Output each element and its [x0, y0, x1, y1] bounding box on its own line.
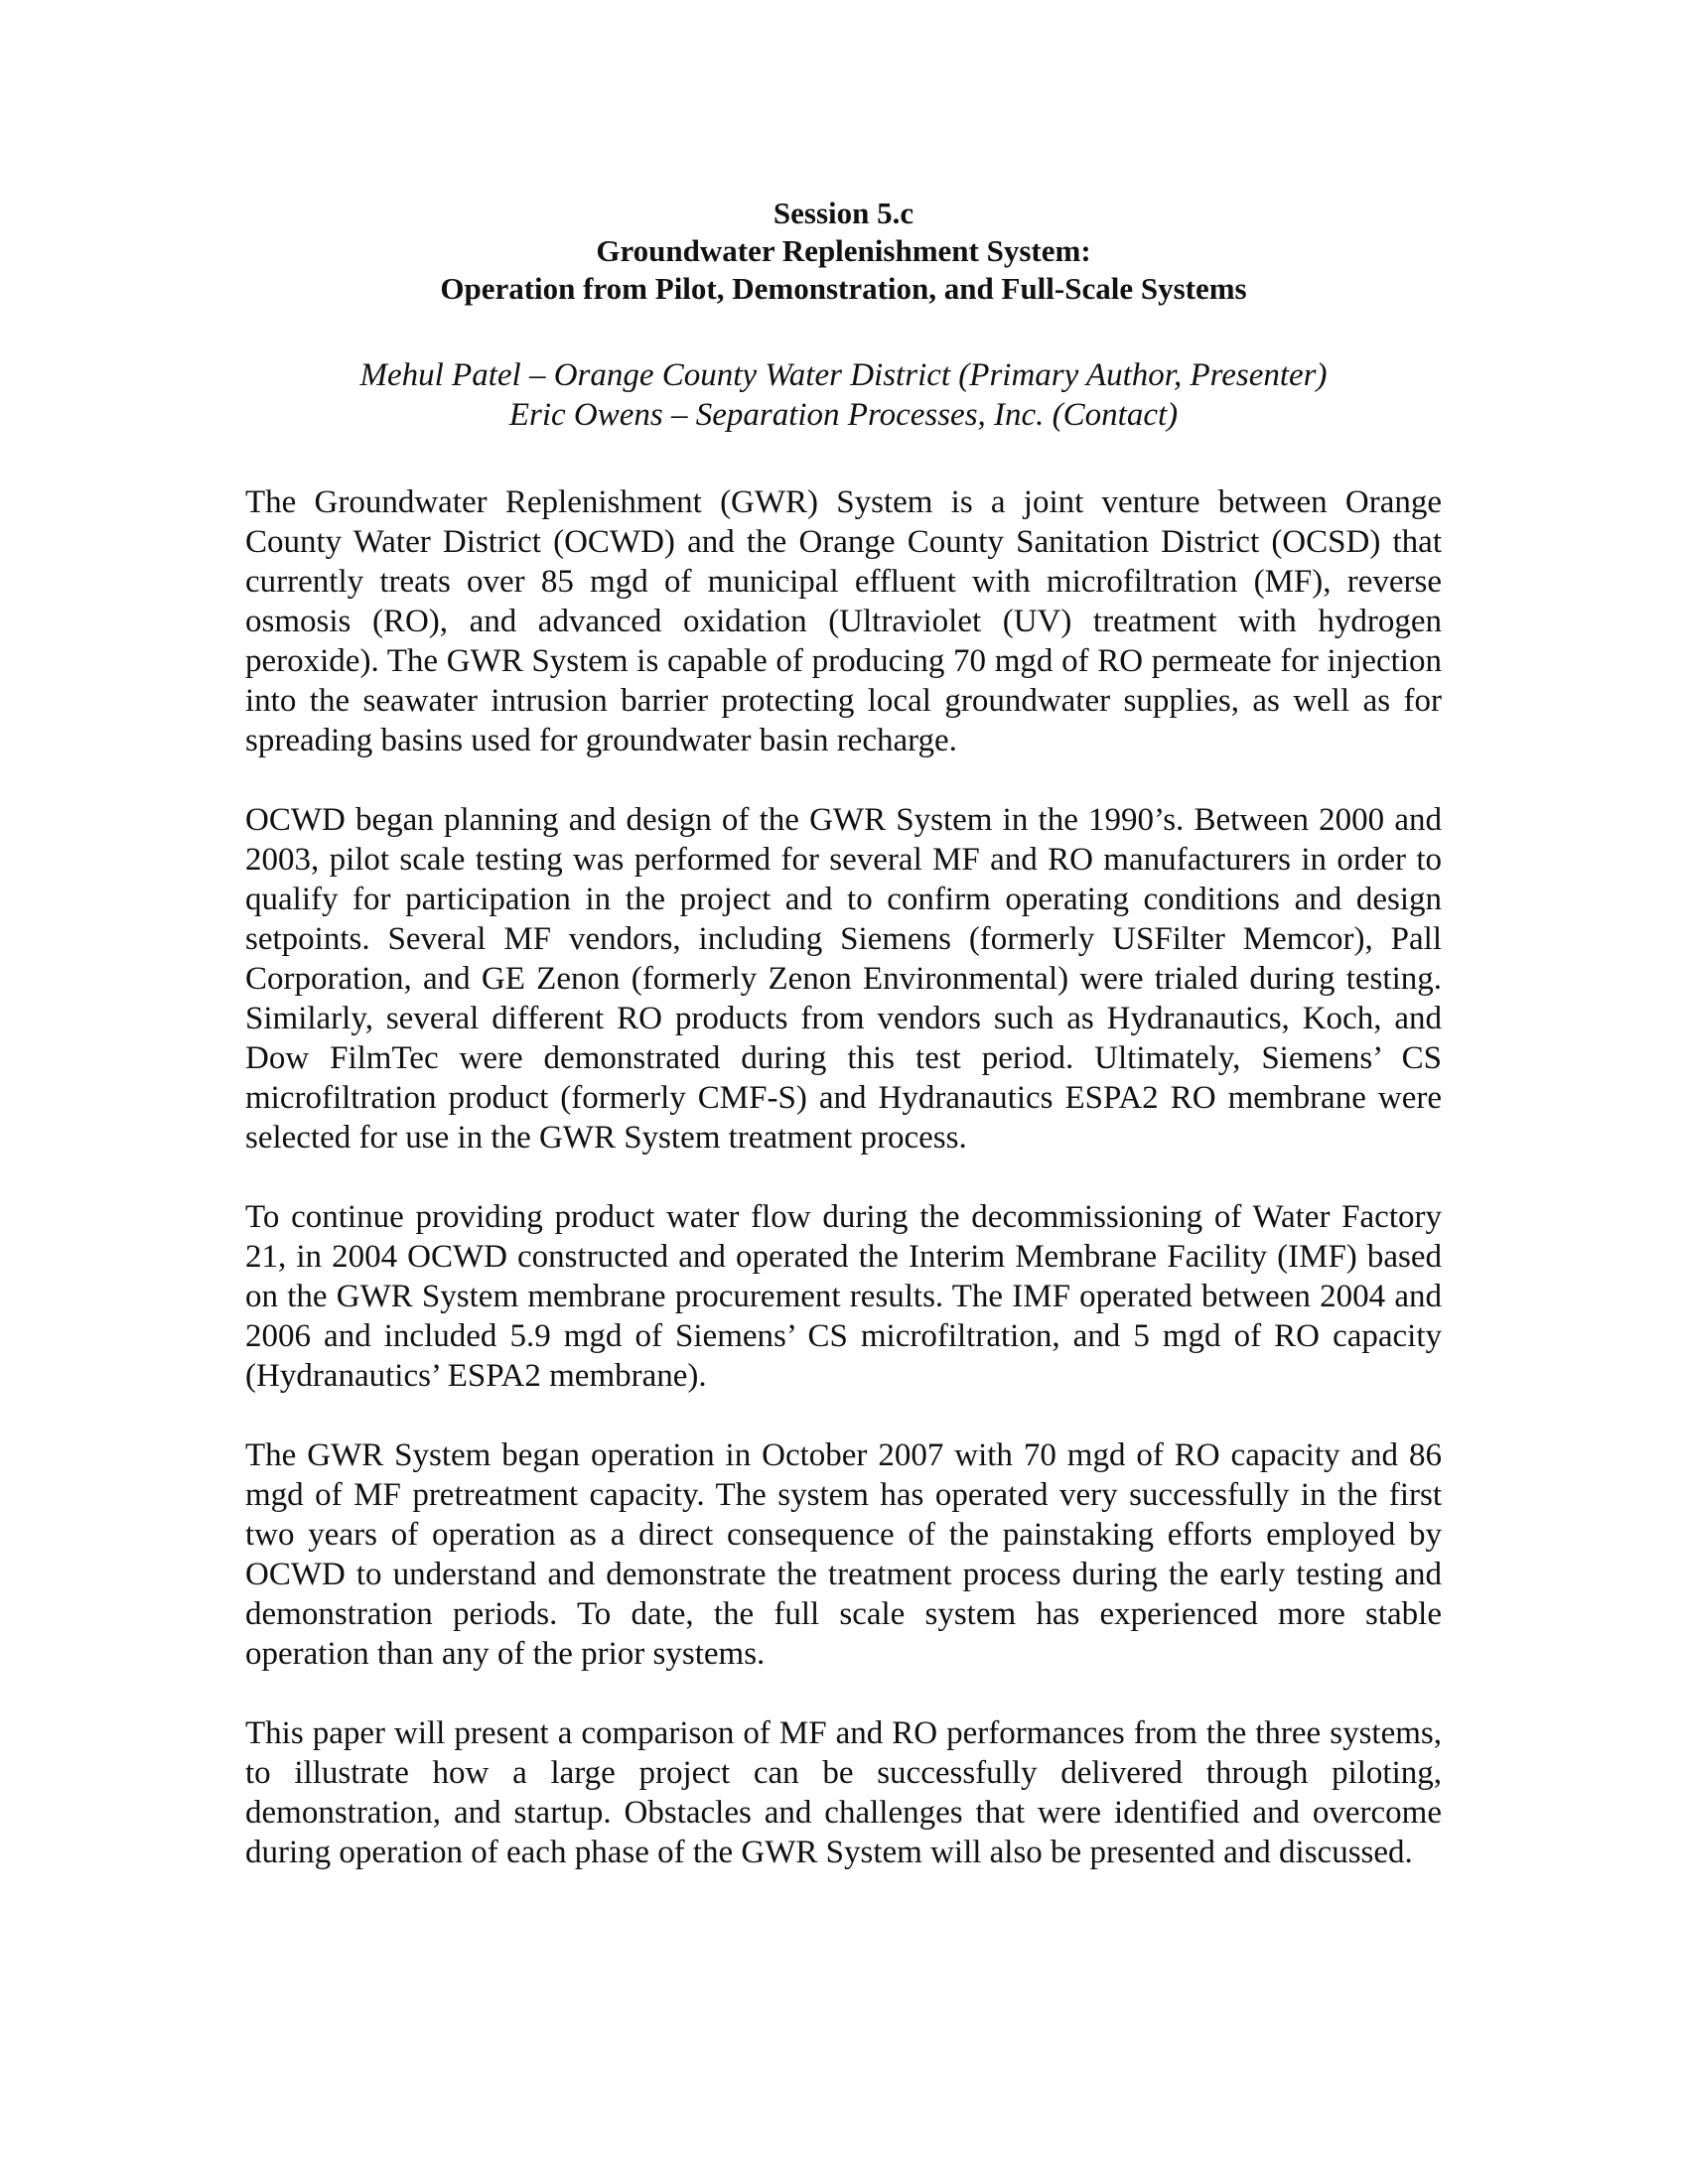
- session-number: Session 5.c: [773, 196, 914, 230]
- abstract-content: [245, 195, 1442, 1872]
- author-block: [245, 355, 1442, 435]
- paragraph-full-scale-operation: The GWR System began operation in October 2007 with 70 mgd of RO capacity and 86 mgd of MF pretreatment capacity. The system has operated very successfully in the first two years of operation as a direct consequence of the painstaking efforts employed by OCWD to understand and demonstrate the treatment process during the early testing and demonstration periods. To date, the full scale system has experienced more stable operation than any of the prior systems.: [245, 1437, 1442, 1672]
- paragraph-pilot-testing: OCWD began planning and design of the GWR System in the 1990’s. Between 2000 and 2003, pilot scale testing was performed for several MF and RO manufacturers in order to qualify for participation in the project and to confirm operating conditions and design setpoints. Several MF vendors, including Siemens (formerly USFilter Memcor), Pall Corporation, and GE Zenon (formerly Zenon Environmental) were trialed during testing. Similarly, several different RO products from vendors such as Hydranautics, Koch, and Dow FilmTec were demonstrated during this test period. Ultimately, Siemens’ CS microfiltration product (formerly CMF-S) and Hydranautics ESPA2 RO membrane were selected for use in the GWR System treatment process.: [245, 802, 1442, 1156]
- title-block: [245, 195, 1442, 308]
- paragraph-conclusion: This paper will present a comparison of MF and RO performances from the three systems, to illustrate how a large project can be successfully delivered through piloting, demonstration, and startup. Obstacles and challenges that were identified and overcome during operation of each phase of the GWR System will also be presented and discussed.: [245, 1715, 1442, 1870]
- title-line-1: Groundwater Replenishment System:: [596, 233, 1091, 268]
- paragraph-overview: The Groundwater Replenishment (GWR) System is a joint venture between Orange County Water District (OCWD) and the Orange County Sanitation District (OCSD) that currently treats over 85 mgd of municipal effluent with microfiltration (MF), reverse osmosis (RO), and advanced oxidation (Ultraviolet (UV) treatment with hydrogen peroxide). The GWR System is capable of producing 70 mgd of RO permeate for injection into the seawater intrusion barrier protecting local groundwater supplies, as well as for spreading basins used for groundwater basin recharge.: [245, 484, 1442, 758]
- title-line-2: Operation from Pilot, Demonstration, and Full-Scale Systems: [440, 271, 1247, 306]
- paragraph-interim-facility: To continue providing product water flow during the decommissioning of Water Factory 21, in 2004 OCWD constructed and operated the Interim Membrane Facility (IMF) based on the GWR System membrane procurement results. The IMF operated between 2004 and 2006 and included 5.9 mgd of Siemens’ CS microfiltration, and 5 mgd of RO capacity (Hydranautics’ ESPA2 membrane).: [245, 1199, 1442, 1394]
- author-line-primary: Mehul Patel – Orange County Water District (Primary Author, Presenter): [359, 357, 1328, 393]
- author-line-contact: Eric Owens – Separation Processes, Inc. (Contact): [508, 397, 1179, 433]
